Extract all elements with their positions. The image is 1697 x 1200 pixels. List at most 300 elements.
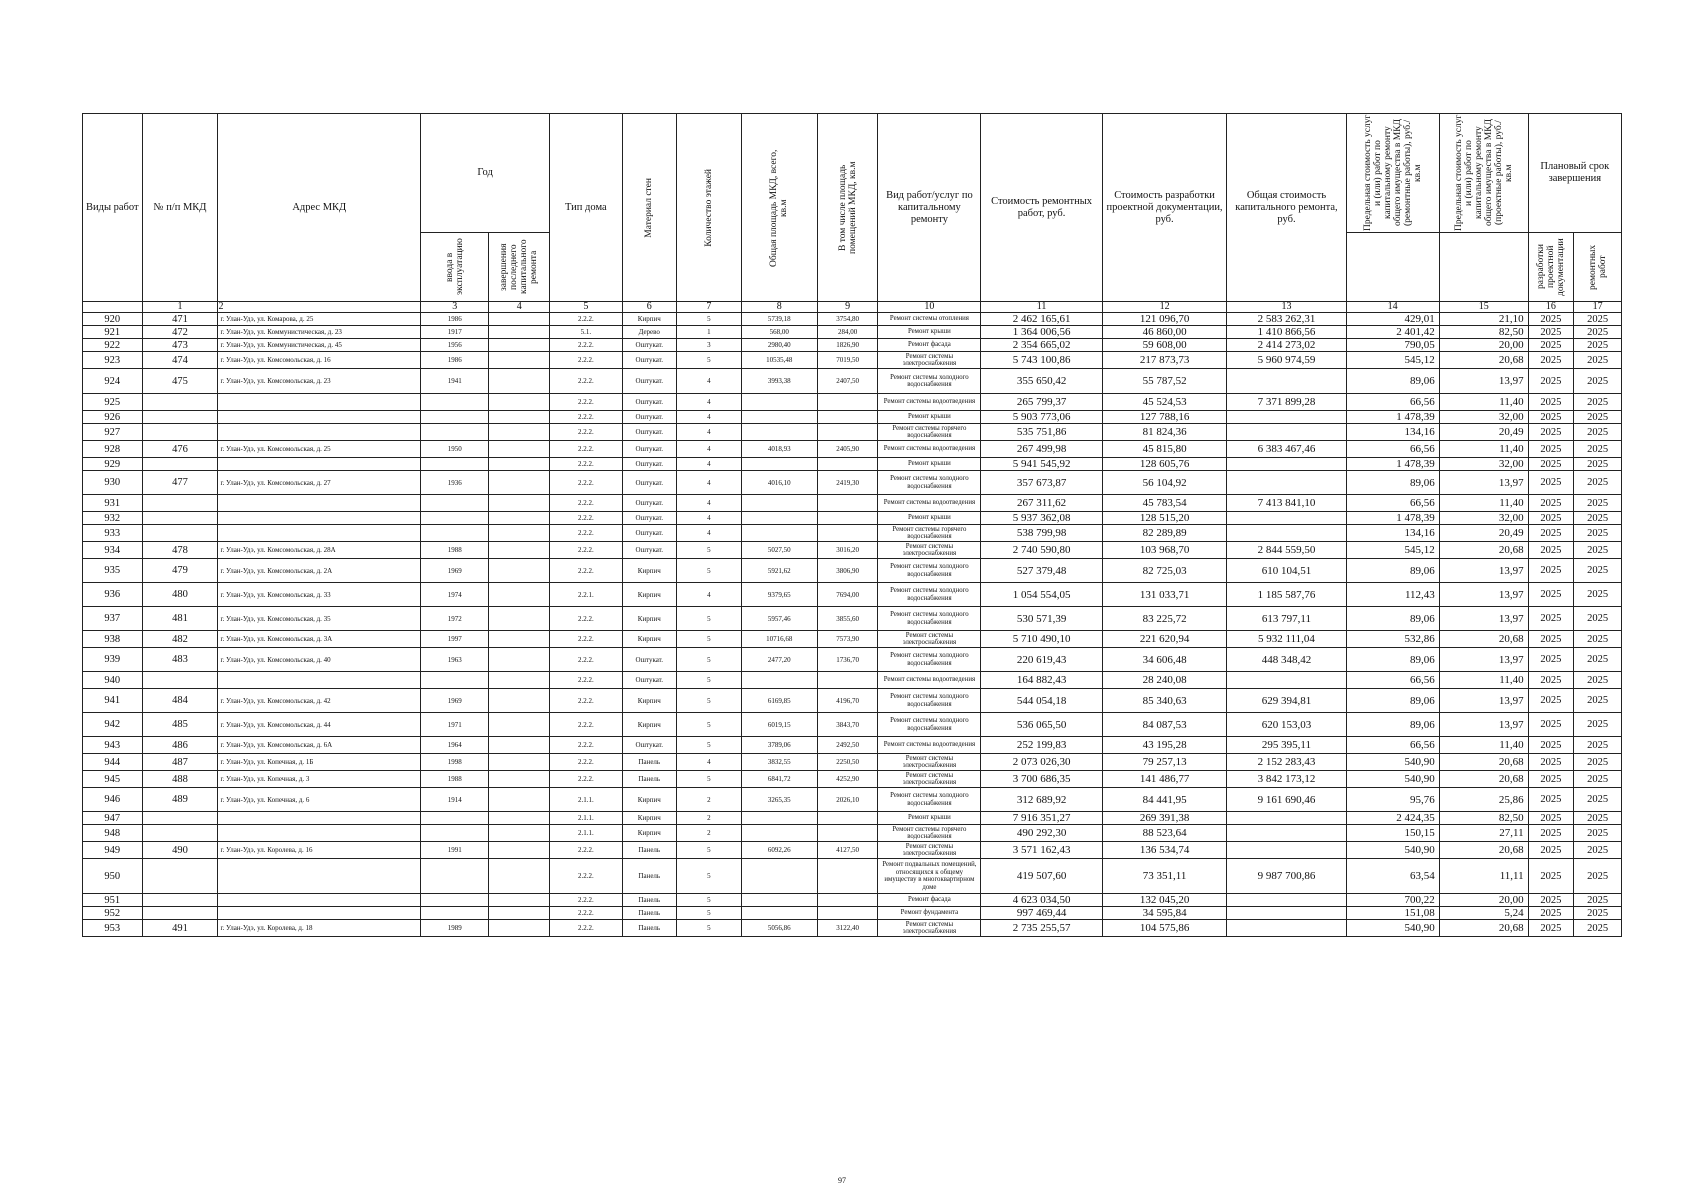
cell-area-total: 6092,26 [741, 842, 817, 859]
cell-limit-design: 13,97 [1439, 607, 1528, 631]
cell-cost-total [1227, 411, 1346, 424]
cell-address: г. Улан-Удэ, ул. Комсомольская, д. 2А [218, 559, 421, 583]
cell-work-kind: Ремонт крыши [878, 458, 981, 471]
cell-cost-design: 136 534,74 [1102, 842, 1227, 859]
cell-vid: 939 [83, 648, 143, 672]
cell-cost-works: 2 462 165,61 [981, 313, 1102, 326]
cell-limit-works: 540,90 [1346, 920, 1439, 937]
cell-limit-works: 700,22 [1346, 894, 1439, 907]
cell-plan-repair: 2025 [1574, 672, 1622, 689]
cell-year-in: 1988 [421, 542, 489, 559]
cell-plan-repair: 2025 [1574, 689, 1622, 713]
cell-year-in: 1963 [421, 648, 489, 672]
cell-mkd-num: 485 [142, 713, 218, 737]
cell-area-living: 2492,50 [817, 737, 878, 754]
cell-cost-total: 2 152 283,43 [1227, 754, 1346, 771]
cell-cost-design: 79 257,13 [1102, 754, 1227, 771]
cell-floors: 5 [676, 907, 741, 920]
cell-material: Кирпич [622, 313, 676, 326]
cell-house-type: 2.1.1. [550, 812, 623, 825]
cell-plan-repair: 2025 [1574, 920, 1622, 937]
cell-year-last [489, 859, 550, 894]
cell-area-living: 7019,50 [817, 352, 878, 369]
cell-address: г. Улан-Удэ, ул. Комсомольская, д. 28А [218, 542, 421, 559]
cell-limit-design: 32,00 [1439, 458, 1528, 471]
cell-material: Оштукат. [622, 411, 676, 424]
cell-plan-design: 2025 [1528, 313, 1574, 326]
cell-work-kind: Ремонт системы горячего водоснабжения [878, 825, 981, 842]
cell-year-in: 1941 [421, 369, 489, 394]
cell-mkd-num: 476 [142, 441, 218, 458]
cell-limit-design: 13,97 [1439, 559, 1528, 583]
cell-area-living: 1736,70 [817, 648, 878, 672]
cell-address: г. Улан-Удэ, ул. Королева, д. 18 [218, 920, 421, 937]
cell-limit-works: 532,86 [1346, 631, 1439, 648]
cell-mkd-num [142, 424, 218, 441]
cell-house-type: 2.2.2. [550, 737, 623, 754]
cell-area-total [741, 411, 817, 424]
cell-mkd-num: 483 [142, 648, 218, 672]
col-limit-design-header: Предельная стоимость услуг и (или) работ по капитальному ремонту общего имущества в МКД (проектные работы), руб./кв.м [1439, 114, 1528, 233]
cell-year-in [421, 525, 489, 542]
cell-floors: 5 [676, 771, 741, 788]
cell-year-in: 1988 [421, 771, 489, 788]
cell-plan-design: 2025 [1528, 648, 1574, 672]
cell-area-living: 4127,50 [817, 842, 878, 859]
cell-year-last [489, 352, 550, 369]
col-number: 12 [1102, 302, 1227, 313]
cell-plan-design: 2025 [1528, 788, 1574, 812]
cell-limit-design: 20,68 [1439, 771, 1528, 788]
cell-vid: 950 [83, 859, 143, 894]
cell-cost-works: 3 571 162,43 [981, 842, 1102, 859]
cell-limit-works: 134,16 [1346, 525, 1439, 542]
cell-vid: 942 [83, 713, 143, 737]
col-number: 7 [676, 302, 741, 313]
cell-vid: 934 [83, 542, 143, 559]
cell-cost-design: 45 783,54 [1102, 495, 1227, 512]
cell-cost-total: 610 104,51 [1227, 559, 1346, 583]
cell-material: Оштукат. [622, 369, 676, 394]
cell-cost-works: 2 354 665,02 [981, 339, 1102, 352]
cell-plan-repair: 2025 [1574, 859, 1622, 894]
cell-address: г. Улан-Удэ, ул. Комсомольская, д. 25 [218, 441, 421, 458]
cell-area-living: 1826,90 [817, 339, 878, 352]
table-row [83, 352, 1622, 369]
col-number: 9 [817, 302, 878, 313]
table-row [83, 394, 1622, 411]
cell-limit-works: 540,90 [1346, 754, 1439, 771]
cell-limit-design: 20,68 [1439, 631, 1528, 648]
cell-cost-total [1227, 512, 1346, 525]
cell-limit-works: 1 478,39 [1346, 411, 1439, 424]
cell-limit-design: 13,97 [1439, 369, 1528, 394]
col-number: 5 [550, 302, 623, 313]
cell-floors: 4 [676, 441, 741, 458]
cell-mkd-num: 490 [142, 842, 218, 859]
cell-work-kind: Ремонт системы холодного водоснабжения [878, 471, 981, 495]
cell-vid: 932 [83, 512, 143, 525]
cell-floors: 5 [676, 352, 741, 369]
cell-year-in: 1991 [421, 842, 489, 859]
cell-plan-design: 2025 [1528, 326, 1574, 339]
cell-vid: 947 [83, 812, 143, 825]
cell-floors: 5 [676, 313, 741, 326]
cell-area-total: 3993,38 [741, 369, 817, 394]
cell-year-last [489, 825, 550, 842]
cell-year-in [421, 812, 489, 825]
cell-limit-works: 429,01 [1346, 313, 1439, 326]
cell-limit-works: 66,56 [1346, 495, 1439, 512]
cell-year-last [489, 525, 550, 542]
cell-year-last [489, 394, 550, 411]
cell-cost-total: 9 987 700,86 [1227, 859, 1346, 894]
cell-year-in: 1950 [421, 441, 489, 458]
cell-plan-design: 2025 [1528, 894, 1574, 907]
cell-material: Оштукат. [622, 339, 676, 352]
table-row [83, 339, 1622, 352]
cell-year-last [489, 512, 550, 525]
cell-house-type: 2.2.2. [550, 907, 623, 920]
cell-year-in [421, 394, 489, 411]
cell-house-type: 2.2.2. [550, 471, 623, 495]
cell-plan-design: 2025 [1528, 525, 1574, 542]
cell-vid: 944 [83, 754, 143, 771]
cell-floors: 3 [676, 339, 741, 352]
cell-house-type: 2.2.2. [550, 607, 623, 631]
cell-material: Кирпич [622, 788, 676, 812]
cell-material: Кирпич [622, 559, 676, 583]
cell-material: Оштукат. [622, 495, 676, 512]
cell-cost-total: 2 414 273,02 [1227, 339, 1346, 352]
cell-work-kind: Ремонт системы электроснабжения [878, 542, 981, 559]
cell-cost-design: 132 045,20 [1102, 894, 1227, 907]
cell-cost-works: 1 364 006,56 [981, 326, 1102, 339]
cell-year-in [421, 411, 489, 424]
cell-vid: 945 [83, 771, 143, 788]
col-number: 15 [1439, 302, 1528, 313]
cell-cost-design: 84 441,95 [1102, 788, 1227, 812]
cell-plan-design: 2025 [1528, 411, 1574, 424]
cell-mkd-num: 489 [142, 788, 218, 812]
cell-cost-works: 544 054,18 [981, 689, 1102, 713]
cell-cost-design: 34 595,84 [1102, 907, 1227, 920]
table-row [83, 326, 1622, 339]
cell-work-kind: Ремонт системы водоотведения [878, 441, 981, 458]
cell-limit-design: 20,68 [1439, 920, 1528, 937]
cell-year-in [421, 424, 489, 441]
cell-plan-repair: 2025 [1574, 495, 1622, 512]
cell-plan-repair: 2025 [1574, 471, 1622, 495]
cell-material: Оштукат. [622, 352, 676, 369]
table-row [83, 737, 1622, 754]
cell-mkd-num: 478 [142, 542, 218, 559]
cell-plan-design: 2025 [1528, 825, 1574, 842]
cell-vid: 935 [83, 559, 143, 583]
cell-address: г. Улан-Удэ, ул. Комсомольская, д. 42 [218, 689, 421, 713]
cell-cost-total: 620 153,03 [1227, 713, 1346, 737]
cell-cost-total: 7 413 841,10 [1227, 495, 1346, 512]
cell-plan-design: 2025 [1528, 441, 1574, 458]
cell-plan-design: 2025 [1528, 559, 1574, 583]
cell-mkd-num [142, 672, 218, 689]
cell-plan-repair: 2025 [1574, 326, 1622, 339]
cell-limit-design: 32,00 [1439, 411, 1528, 424]
cell-year-in: 1969 [421, 559, 489, 583]
cell-area-total: 3265,35 [741, 788, 817, 812]
table-row [83, 920, 1622, 937]
cell-year-in: 1956 [421, 339, 489, 352]
cell-floors: 5 [676, 631, 741, 648]
cell-plan-repair: 2025 [1574, 352, 1622, 369]
cell-work-kind: Ремонт фундамента [878, 907, 981, 920]
cell-vid: 933 [83, 525, 143, 542]
cell-cost-design: 55 787,52 [1102, 369, 1227, 394]
col-year-in-header: ввода в эксплуатацию [421, 233, 489, 302]
cell-limit-works: 89,06 [1346, 689, 1439, 713]
cell-limit-works: 2 401,42 [1346, 326, 1439, 339]
cell-plan-design: 2025 [1528, 583, 1574, 607]
cell-vid: 946 [83, 788, 143, 812]
cell-floors: 5 [676, 859, 741, 894]
cell-material: Панель [622, 894, 676, 907]
cell-address: г. Улан-Удэ, ул. Копечная, д. 1Б [218, 754, 421, 771]
table-row [83, 825, 1622, 842]
cell-area-living: 3806,90 [817, 559, 878, 583]
cell-floors: 4 [676, 458, 741, 471]
cell-work-kind: Ремонт фасада [878, 339, 981, 352]
cell-address [218, 495, 421, 512]
cell-area-total [741, 512, 817, 525]
cell-limit-works: 66,56 [1346, 441, 1439, 458]
cell-year-in [421, 894, 489, 907]
cell-mkd-num: 474 [142, 352, 218, 369]
cell-cost-total: 9 161 690,46 [1227, 788, 1346, 812]
cell-year-last [489, 411, 550, 424]
cell-house-type: 5.1. [550, 326, 623, 339]
cell-limit-design: 21,10 [1439, 313, 1528, 326]
cell-vid: 952 [83, 907, 143, 920]
cell-cost-works: 527 379,48 [981, 559, 1102, 583]
cell-plan-repair: 2025 [1574, 424, 1622, 441]
cell-plan-repair: 2025 [1574, 525, 1622, 542]
cell-house-type: 2.2.2. [550, 689, 623, 713]
cell-limit-design: 82,50 [1439, 326, 1528, 339]
cell-house-type: 2.2.2. [550, 559, 623, 583]
cell-mkd-num [142, 411, 218, 424]
cell-material: Панель [622, 754, 676, 771]
cell-cost-total: 448 348,42 [1227, 648, 1346, 672]
cell-plan-repair: 2025 [1574, 648, 1622, 672]
cell-area-total: 10716,68 [741, 631, 817, 648]
capital-repair-table [82, 113, 1622, 937]
page-number: 97 [838, 1176, 846, 1185]
cell-plan-repair: 2025 [1574, 894, 1622, 907]
cell-limit-works: 134,16 [1346, 424, 1439, 441]
col-cost-works-header: Стоимость ремонтных работ, руб. [981, 114, 1102, 302]
cell-house-type: 2.2.2. [550, 512, 623, 525]
cell-cost-total: 2 844 559,50 [1227, 542, 1346, 559]
cell-vid: 937 [83, 607, 143, 631]
cell-mkd-num [142, 825, 218, 842]
cell-cost-works: 2 735 255,57 [981, 920, 1102, 937]
cell-address [218, 458, 421, 471]
cell-area-living: 7694,00 [817, 583, 878, 607]
cell-mkd-num: 482 [142, 631, 218, 648]
cell-cost-works: 530 571,39 [981, 607, 1102, 631]
table-row [83, 471, 1622, 495]
cell-floors: 4 [676, 583, 741, 607]
cell-plan-repair: 2025 [1574, 812, 1622, 825]
cell-floors: 2 [676, 812, 741, 825]
cell-year-last [489, 812, 550, 825]
cell-address [218, 812, 421, 825]
cell-vid: 921 [83, 326, 143, 339]
col-material-header: Материал стен [622, 114, 676, 302]
cell-year-last [489, 583, 550, 607]
cell-work-kind: Ремонт системы электроснабжения [878, 920, 981, 937]
cell-floors: 4 [676, 754, 741, 771]
cell-cost-total [1227, 424, 1346, 441]
cell-cost-design: 45 815,80 [1102, 441, 1227, 458]
cell-address: г. Улан-Удэ, ул. Комсомольская, д. 35 [218, 607, 421, 631]
cell-year-last [489, 441, 550, 458]
cell-material: Оштукат. [622, 441, 676, 458]
cell-material: Оштукат. [622, 525, 676, 542]
cell-mkd-num [142, 894, 218, 907]
cell-year-last [489, 894, 550, 907]
cell-floors: 4 [676, 512, 741, 525]
cell-year-last [489, 424, 550, 441]
cell-cost-total: 6 383 467,46 [1227, 441, 1346, 458]
col-number: 14 [1346, 302, 1439, 313]
cell-year-in [421, 512, 489, 525]
cell-house-type: 2.2.2. [550, 894, 623, 907]
cell-cost-works: 252 199,83 [981, 737, 1102, 754]
cell-limit-design: 13,97 [1439, 583, 1528, 607]
cell-plan-design: 2025 [1528, 458, 1574, 471]
cell-mkd-num: 477 [142, 471, 218, 495]
cell-year-last [489, 737, 550, 754]
cell-house-type: 2.2.2. [550, 441, 623, 458]
cell-area-living [817, 894, 878, 907]
cell-plan-design: 2025 [1528, 754, 1574, 771]
col-addr-header: Адрес МКД [218, 114, 421, 302]
cell-plan-design: 2025 [1528, 369, 1574, 394]
cell-year-in [421, 859, 489, 894]
cell-plan-repair: 2025 [1574, 607, 1622, 631]
col-work-kind-header: Вид работ/услуг по капитальному ремонту [878, 114, 981, 302]
cell-limit-works: 89,06 [1346, 471, 1439, 495]
cell-work-kind: Ремонт системы водоотведения [878, 495, 981, 512]
cell-house-type: 2.2.2. [550, 713, 623, 737]
cell-material: Кирпич [622, 607, 676, 631]
cell-cost-works: 1 054 554,05 [981, 583, 1102, 607]
cell-vid: 953 [83, 920, 143, 937]
cell-year-last [489, 326, 550, 339]
cell-area-living: 2407,50 [817, 369, 878, 394]
cell-year-in: 1998 [421, 754, 489, 771]
cell-area-total [741, 495, 817, 512]
cell-work-kind: Ремонт системы электроснабжения [878, 842, 981, 859]
cell-vid: 940 [83, 672, 143, 689]
column-number-row [83, 302, 1622, 313]
cell-cost-design: 128 605,76 [1102, 458, 1227, 471]
col-plan-header: Плановый срок завершения [1528, 114, 1621, 233]
cell-material: Кирпич [622, 583, 676, 607]
cell-mkd-num [142, 512, 218, 525]
cell-house-type: 2.2.2. [550, 313, 623, 326]
cell-year-last [489, 369, 550, 394]
col-number: 6 [622, 302, 676, 313]
cell-area-living: 3754,80 [817, 313, 878, 326]
cell-work-kind: Ремонт системы холодного водоснабжения [878, 607, 981, 631]
cell-area-living: 7573,90 [817, 631, 878, 648]
cell-vid: 925 [83, 394, 143, 411]
cell-house-type: 2.2.2. [550, 672, 623, 689]
cell-plan-repair: 2025 [1574, 771, 1622, 788]
cell-address: г. Улан-Удэ, ул. Коммунистическая, д. 23 [218, 326, 421, 339]
cell-house-type: 2.2.2. [550, 352, 623, 369]
cell-house-type: 2.2.2. [550, 920, 623, 937]
cell-floors: 4 [676, 369, 741, 394]
table-row [83, 894, 1622, 907]
cell-year-last [489, 713, 550, 737]
cell-cost-design: 131 033,71 [1102, 583, 1227, 607]
cell-material: Кирпич [622, 631, 676, 648]
cell-cost-works: 265 799,37 [981, 394, 1102, 411]
cell-year-in [421, 458, 489, 471]
table-row [83, 411, 1622, 424]
cell-area-total [741, 672, 817, 689]
cell-limit-works: 1 478,39 [1346, 512, 1439, 525]
cell-cost-works: 419 507,60 [981, 859, 1102, 894]
cell-address: г. Улан-Удэ, ул. Комарова, д. 25 [218, 313, 421, 326]
cell-area-living [817, 525, 878, 542]
cell-mkd-num: 479 [142, 559, 218, 583]
cell-cost-design: 59 608,00 [1102, 339, 1227, 352]
cell-material: Оштукат. [622, 737, 676, 754]
cell-work-kind: Ремонт крыши [878, 812, 981, 825]
cell-cost-design: 82 725,03 [1102, 559, 1227, 583]
cell-cost-design: 217 873,73 [1102, 352, 1227, 369]
table-row [83, 458, 1622, 471]
cell-year-in: 1972 [421, 607, 489, 631]
cell-work-kind: Ремонт системы холодного водоснабжения [878, 369, 981, 394]
cell-area-living [817, 394, 878, 411]
cell-vid: 948 [83, 825, 143, 842]
cell-address: г. Улан-Удэ, ул. Комсомольская, д. 6А [218, 737, 421, 754]
cell-year-last [489, 648, 550, 672]
cell-material: Оштукат. [622, 672, 676, 689]
cell-cost-design: 88 523,64 [1102, 825, 1227, 842]
cell-area-living: 4196,70 [817, 689, 878, 713]
cell-limit-design: 27,11 [1439, 825, 1528, 842]
cell-plan-design: 2025 [1528, 713, 1574, 737]
cell-year-in: 1989 [421, 920, 489, 937]
table-row [83, 512, 1622, 525]
cell-cost-works: 355 650,42 [981, 369, 1102, 394]
cell-area-living: 2405,90 [817, 441, 878, 458]
cell-limit-design: 11,40 [1439, 737, 1528, 754]
cell-plan-repair: 2025 [1574, 411, 1622, 424]
col-number: 10 [878, 302, 981, 313]
cell-limit-design: 13,97 [1439, 713, 1528, 737]
cell-cost-design: 46 860,00 [1102, 326, 1227, 339]
cell-cost-works: 997 469,44 [981, 907, 1102, 920]
cell-limit-design: 20,49 [1439, 424, 1528, 441]
cell-limit-works: 545,12 [1346, 542, 1439, 559]
